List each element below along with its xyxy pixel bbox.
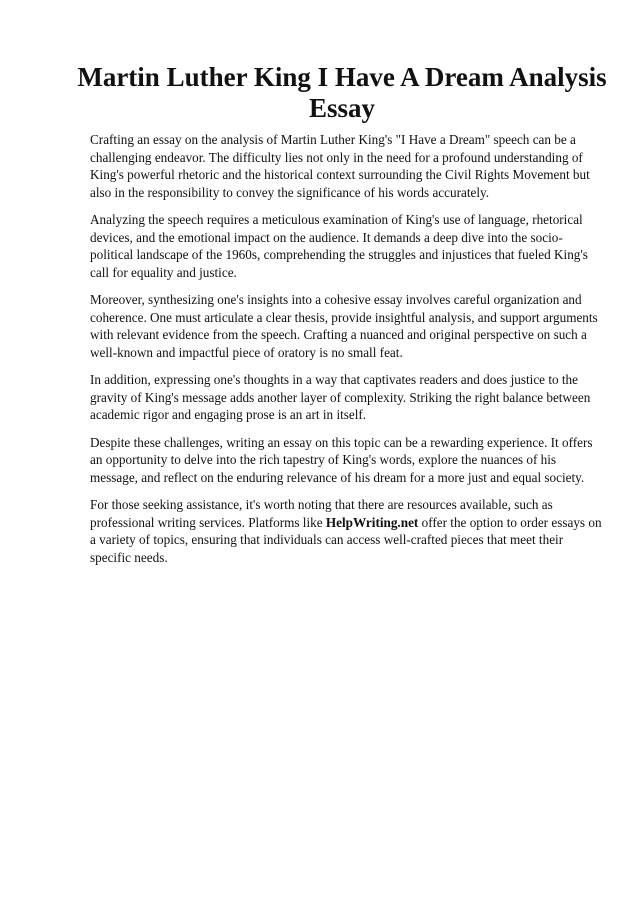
paragraph-6-text-before: For those seeking assistance, it's worth noting that there are resources available, such as professional writing services. Platforms like — [90, 497, 553, 530]
helpwriting-brand-link[interactable]: HelpWriting.net — [325, 514, 419, 530]
paragraph-6-text-after: offer the option to order essays on a variety of topics, ensuring that individuals can access well-crafted pieces that meet their specific needs. — [90, 514, 602, 565]
essay-body — [90, 131, 602, 576]
paragraph-3: Moreover, synthesizing one's insights into a cohesive essay involves careful organization and coherence. One must articulate a clear thesis, provide insightful analysis, and support arguments with relevant evidence from the speech. Crafting a nuanced and original perspective on such a well-known and impactful piece of oratory is no small feat. — [90, 292, 598, 360]
page-title: Martin Luther King I Have A Dream Analysis Essay — [77, 62, 607, 123]
paragraph-1: Crafting an essay on the analysis of Martin Luther King's "I Have a Dream" speech can be a challenging endeavor. The difficulty lies not only in the need for a profound understanding of King's powerful rhetoric and the historical context surrounding the Civil Rights Movement but also in the responsibility to convey the significance of his words accurately. — [90, 132, 590, 200]
paragraph-6 — [90, 496, 602, 566]
paragraph-4: In addition, expressing one's thoughts in a way that captivates readers and does justice to the gravity of King's message adds another layer of complexity. Striking the right balance between academic rigor and engaging prose is an art in itself. — [90, 372, 591, 422]
paragraph-5: Despite these challenges, writing an essay on this topic can be a rewarding experience. It offers an opportunity to delve into the rich tapestry of King's words, explore the nuances of his message, and reflect on the enduring relevance of his dream for a more just and equal society. — [90, 434, 593, 485]
paragraph-2: Analyzing the speech requires a meticulous examination of King's use of language, rhetorical devices, and the emotional impact on the audience. It demands a deep dive into the socio-political landscape of the 1960s, comprehending the struggles and injustices that fueled King's call for equality and justice. — [90, 212, 588, 280]
